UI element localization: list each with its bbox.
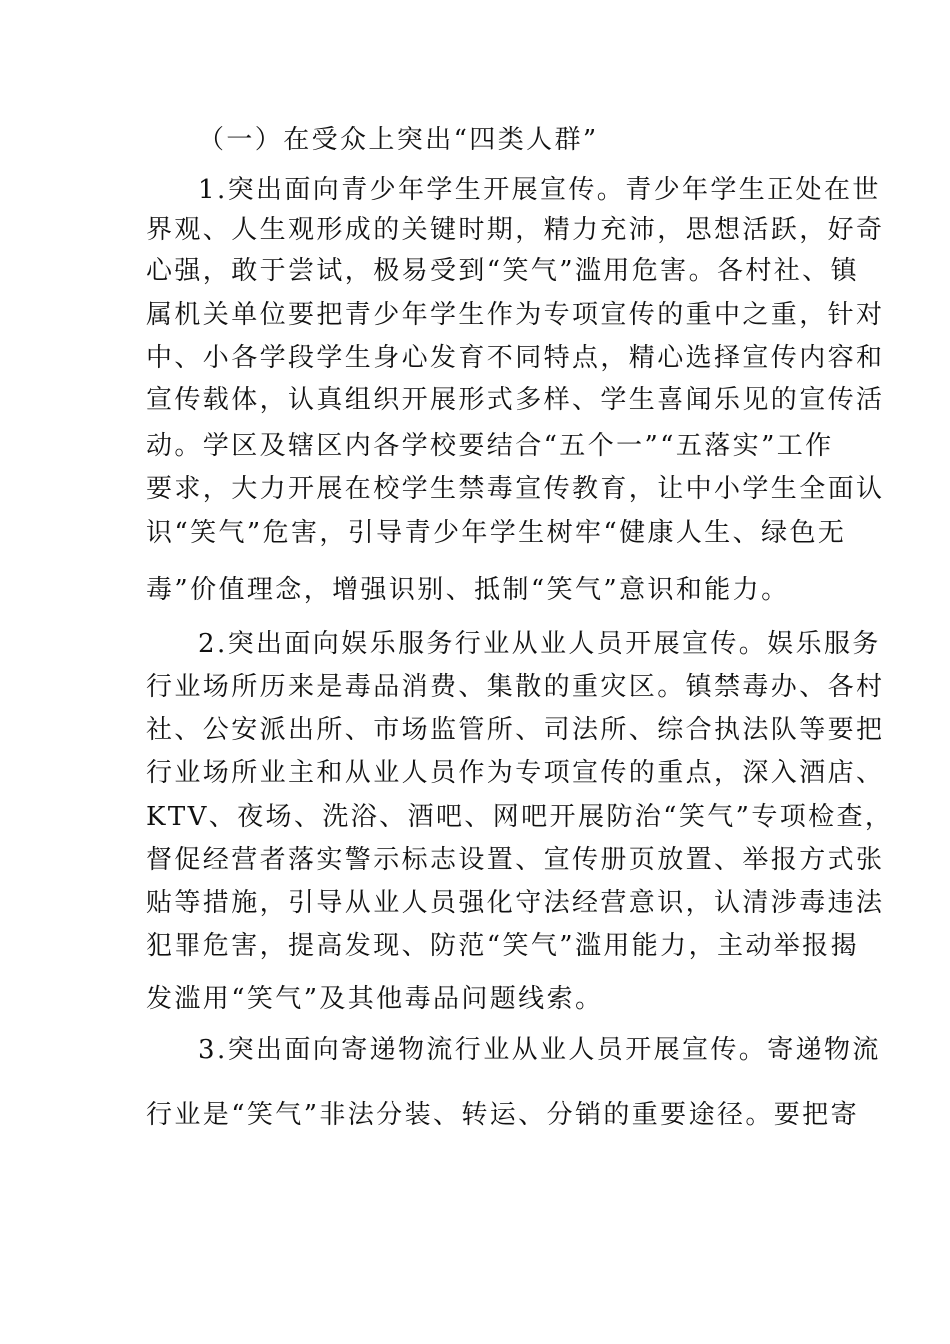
paragraph-1-line-1: 1.突出面向青少年学生开展宣传。青少年学生正处在世: [198, 175, 881, 205]
paragraph-2-line-6: 督促经营者落实警示标志设置、宣传册页放置、举报方式张: [146, 845, 885, 875]
paragraph-1-line-3: 心强，敢于尝试，极易受到“笑气”滥用危害。各村社、镇: [146, 256, 859, 286]
paragraph-1-line-6: 宣传载体，认真组织开展形式多样、学生喜闻乐见的宣传活: [146, 385, 885, 415]
paragraph-2-line-8: 犯罪危害，提高发现、防范“笑气”滥用能力，主动举报揭: [146, 931, 859, 961]
paragraph-1-line-9: 识“笑气”危害，引导青少年学生树牢“健康人生、绿色无: [146, 518, 847, 548]
paragraph-1-line-2: 界观、人生观形成的关键时期，精力充沛，思想活跃，好奇: [146, 215, 885, 245]
paragraph-1-line-5: 中、小各学段学生身心发育不同特点，精心选择宣传内容和: [146, 343, 885, 373]
section-heading: （一）在受众上突出“四类人群”: [198, 125, 599, 155]
paragraph-2-line-1: 2.突出面向娱乐服务行业从业人员开展宣传。娱乐服务: [198, 629, 881, 659]
paragraph-2-line-3: 社、公安派出所、市场监管所、司法所、综合执法队等要把: [146, 715, 885, 745]
paragraph-2-line-7: 贴等措施，引导从业人员强化守法经营意识，认清涉毒违法: [146, 888, 885, 918]
paragraph-2-line-2: 行业场所历来是毒品消费、集散的重灾区。镇禁毒办、各村: [146, 672, 885, 702]
paragraph-3-line-1: 3.突出面向寄递物流行业从业人员开展宣传。寄递物流: [198, 1035, 881, 1065]
paragraph-1-line-8: 要求，大力开展在校学生禁毒宣传教育，让中小学生全面认: [146, 474, 885, 504]
paragraph-2-line-4: 行业场所业主和从业人员作为专项宣传的重点，深入酒店、: [146, 758, 885, 788]
paragraph-1-line-7: 动。学区及辖区内各学校要结合“五个一”“五落实”工作: [146, 431, 834, 461]
paragraph-2-line-5: KTV、夜场、洗浴、酒吧、网吧开展防治“笑气”专项检查，: [146, 802, 894, 832]
paragraph-3-line-2: 行业是“笑气”非法分装、转运、分销的重要途径。要把寄: [146, 1100, 859, 1130]
paragraph-2-line-9: 发滥用“笑气”及其他毒品问题线索。: [146, 984, 604, 1014]
paragraph-1-line-4: 属机关单位要把青少年学生作为专项宣传的重中之重，针对: [146, 300, 885, 330]
paragraph-1-line-10: 毒”价值理念，增强识别、抵制“笑气”意识和能力。: [146, 575, 790, 605]
